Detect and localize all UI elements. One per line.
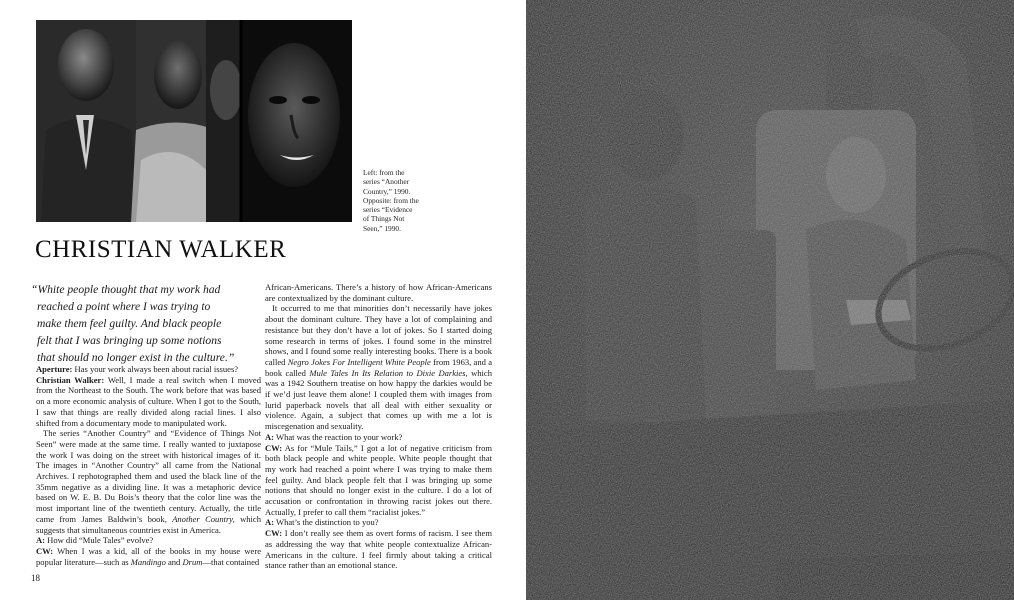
caption-line: Seen,” 1990. bbox=[363, 223, 401, 233]
book-title: Negro Jokes For Intelligent White People bbox=[287, 356, 431, 367]
pull-quote-line: felt that I was bringing up some notions bbox=[37, 334, 222, 347]
book-title: Mule Tales In Its Relation to Dixie Darkies bbox=[309, 367, 466, 378]
interview-column-1 bbox=[36, 364, 261, 567]
caption-line: Opposite: from the bbox=[363, 195, 419, 205]
caption-line: Left: from the bbox=[363, 168, 405, 177]
speaker-label: Christian Walker: bbox=[36, 374, 105, 385]
speaker-label: A: bbox=[265, 431, 275, 442]
paragraph-text: Well, I made a real switch when I moved from the Northeast to the South. The work before that was based on a more economic analysis of culture. When I got to the South, I saw that things are really divided along racial lines. I also shifted from a documentary mode to manipulated work. bbox=[36, 374, 261, 428]
paragraph-text: What was the reaction to your work? bbox=[274, 431, 403, 442]
speaker-label: A: bbox=[265, 517, 275, 528]
book-title: Drum bbox=[182, 556, 203, 567]
speaker-label: CW: bbox=[265, 528, 283, 539]
interview-column-2 bbox=[265, 282, 492, 571]
photograph-evidence-of-things-not-seen bbox=[526, 0, 1014, 600]
interview-paragraph bbox=[36, 546, 261, 567]
interview-paragraph bbox=[265, 303, 492, 431]
speaker-label: A: bbox=[36, 535, 46, 546]
interview-paragraph bbox=[36, 364, 261, 375]
pull-quote-line: reached a point where I was trying to bbox=[37, 300, 211, 313]
paragraph-text: When I was a kid, all of the books in my house were popular literature—such as bbox=[36, 545, 261, 567]
interview-paragraph bbox=[265, 443, 492, 518]
photograph-image bbox=[36, 20, 352, 222]
paragraph-text: As for “Mule Tails,” I got a lot of negative criticism from both black people and white people. White people thought that my work had reached a point where I was trying to make them feel guilty. And black people felt that I was bringing up some notions that should no longer exist in the culture. I do a lot of accusation or confrontation in throwing racist jokes out there. Actually, I prefer to call them “racialist jokes.” bbox=[265, 442, 492, 517]
page-number: 18 bbox=[31, 573, 40, 583]
interview-paragraph bbox=[265, 517, 492, 528]
caption-line: of Things Not bbox=[363, 214, 405, 224]
book-title: Mandingo bbox=[130, 556, 166, 567]
photo-caption bbox=[363, 168, 435, 233]
paragraph-text: The series “Another Country” and “Evidence of Things Not Seen” were made at the same time. I really wanted to juxtapose the work I was doing on the street with historical images of it. The images in “Another Country” all came from the National Archives. I rephotographed them and used the black line of the 35mm negative as a dividing line. It was a metaphoric device based on W. E. B. Du Bois’s theory that the color line was the most important line of the twentieth century. Actually, the title came from James Baldwin’s book, bbox=[36, 428, 261, 524]
interview-paragraph bbox=[36, 428, 261, 535]
article-title: CHRISTIAN WALKER bbox=[35, 236, 287, 263]
paragraph-text: It occurred to me that minorities don’t necessarily have jokes about the dominant culture. They have a lot of complaining and resistance but they don’t have a lot of jokes. So I started doing some research in terms of jokes. I found some in the minstrel shows, and I found some really interesting books. There is a book called bbox=[265, 303, 492, 367]
paragraph-text: —that contained bbox=[202, 556, 260, 567]
caption-line: series “Another bbox=[363, 177, 410, 187]
speaker-label: CW: bbox=[36, 545, 54, 556]
pull-quote-line: “White people thought that my work had bbox=[31, 283, 221, 296]
paragraph-text: , which was a 1942 Southern treatise on how happy the darkies would be if we’d just leave them alone! I coupled them with images from lurid paperback novels that all deal with either sexuality or violence. Again, a subject that comes up with me a lot is miscegenation and sexuality. bbox=[265, 367, 492, 432]
caption-line: Country,” 1990. bbox=[363, 186, 411, 196]
interview-paragraph bbox=[36, 375, 261, 429]
interview-paragraph bbox=[265, 432, 492, 443]
speaker-label: Aperture: bbox=[36, 364, 73, 374]
paragraph-text: African-Americans. There’s a history of how African-Americans are contextualized by the dominant culture. bbox=[265, 282, 492, 303]
photograph-image bbox=[526, 0, 1014, 600]
paragraph-text: from 1963, and a book called bbox=[265, 356, 492, 378]
paragraph-text: Has your work always been about racial issues? bbox=[72, 364, 239, 374]
pull-quote bbox=[31, 281, 256, 366]
interview-paragraph bbox=[265, 282, 492, 303]
paragraph-text: which suggests that simultaneous countries exist in America. bbox=[36, 513, 262, 535]
interview-paragraph bbox=[36, 535, 261, 546]
book-title: Another Country, bbox=[172, 513, 235, 524]
photograph-another-country bbox=[36, 20, 352, 222]
paragraph-text: How did “Mule Tales” evolve? bbox=[45, 535, 154, 546]
pull-quote-line: make them feel guilty. And black people bbox=[37, 317, 222, 330]
interview-paragraph bbox=[265, 528, 492, 571]
speaker-label: CW: bbox=[265, 442, 283, 453]
paragraph-text: I don’t really see them as overt forms of racism. I see them as addressing the way that white people contextualize African-Americans in the culture. I feel firmly about taking a critical stance rather than an emotional stance. bbox=[265, 528, 492, 571]
pull-quote-line: that should no longer exist in the culture.” bbox=[37, 351, 235, 364]
paragraph-text: What’s the distinction to you? bbox=[274, 517, 379, 528]
paragraph-text: and bbox=[165, 556, 183, 567]
caption-line: series “Evidence bbox=[363, 205, 413, 215]
